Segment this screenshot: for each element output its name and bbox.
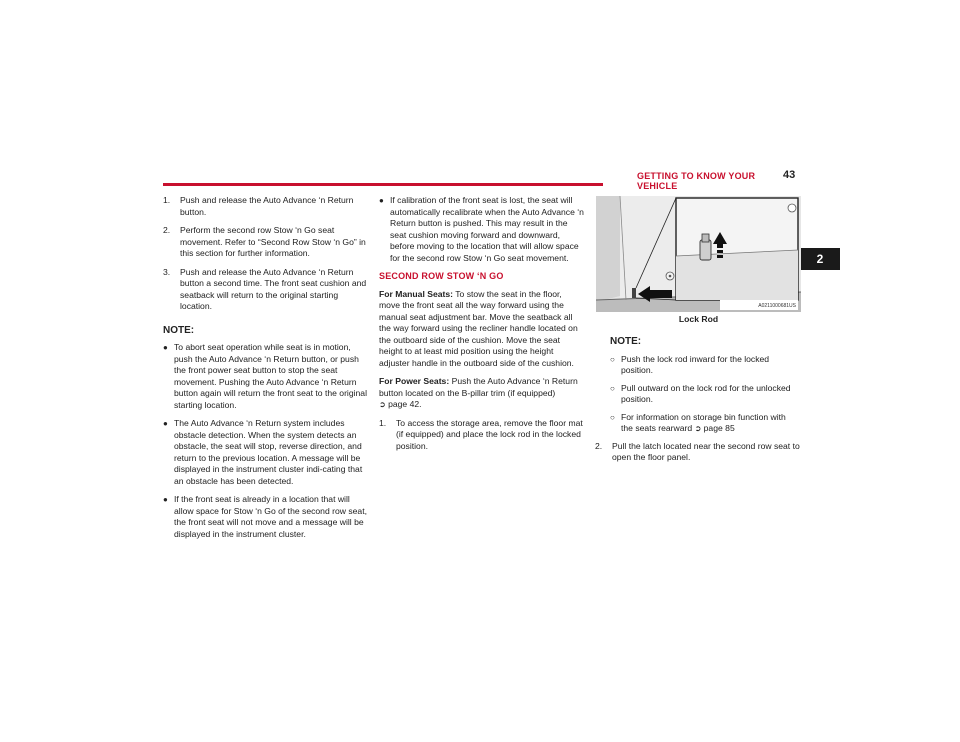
bullet-icon: ● xyxy=(379,196,384,205)
figure-code: A0211000681US xyxy=(758,303,796,309)
step-item: 1. To access the storage area, remove the floor mat (if equipped) and place the lock rod in the locked position. xyxy=(379,417,583,451)
note-bullet: ● If the front seat is already in a location that will allow space for Stow ‘n Go of the second row seat, the front seat will not move and a message will be displayed in the instrument cluster. xyxy=(163,494,367,539)
note-bullet: ○ Pull outward on the lock rod for the unlocked position. xyxy=(610,382,791,404)
lock-rod-figure xyxy=(596,196,801,312)
page-ref-link[interactable]: page 85 xyxy=(703,423,735,433)
note-bullet: ○ For information on storage bin function with the seats rearward ➲ page 85 xyxy=(610,411,786,433)
column-2 xyxy=(379,195,584,459)
lock-rod-illustration xyxy=(596,196,801,312)
step-item: 1. Push and release the Auto Advance ‘n Return button. xyxy=(163,195,354,217)
note-block xyxy=(595,336,800,435)
section-title: SECOND ROW STOW ‘N GO xyxy=(379,271,504,281)
page-ref-arrow-icon: ➲ xyxy=(379,400,386,409)
bullet-icon: ● xyxy=(163,343,168,352)
step-item: 2. Pull the latch located near the second row seat to open the floor panel. xyxy=(595,440,800,462)
ring-bullet-icon: ○ xyxy=(610,354,615,364)
page-header xyxy=(163,170,798,190)
power-seats-paragraph: For Power Seats: Push the Auto Advance ‘n Return button located on the B-pillar trim (if equipped) ➲ page 42. xyxy=(379,376,578,409)
header-title: GETTING TO KNOW YOUR VEHICLE xyxy=(637,171,756,191)
bullet-icon: ● xyxy=(163,419,168,428)
step-item: 2. Perform the second row Stow ‘n Go seat movement. Refer to “Second Row Stow ‘n Go” in this section for further information. xyxy=(163,225,366,258)
column-1 xyxy=(163,195,368,547)
page-ref-link[interactable]: page 42. xyxy=(388,399,422,409)
header-rule xyxy=(163,183,603,186)
note-bullet: ● To abort seat operation while seat is in motion, push the Auto Advance ‘n Return button, or push the front power seat button to stop the seat movement. Pushing the Auto Advance ‘n Return button again will return the front seat to the original starting location. xyxy=(163,342,367,410)
page-ref-arrow-icon: ➲ xyxy=(694,424,702,433)
ring-bullet-icon: ○ xyxy=(610,383,615,393)
column-3 xyxy=(595,336,800,471)
ring-bullet-icon: ○ xyxy=(610,412,615,422)
note-bullet: ● If calibration of the front seat is lost, the seat will automatically recalibrate when the Auto Advance ‘n Return button is pushed. This may result in the seat cushion moving forward and downward, before moving to the location that will allow space for the second row Stow ‘n Go seat movement. xyxy=(379,195,584,263)
page-number: 43 xyxy=(783,169,796,181)
figure-caption: Lock Rod xyxy=(678,314,719,324)
note-bullet: ● The Auto Advance ‘n Return system includes obstacle detection. When the system detects an obstacle, the seat will stop, reverse direction, and return to the previous location. A message will be displayed in the instrument cluster indi-cating that an obstacle has been detected. xyxy=(163,418,363,486)
step-item: 3. Push and release the Auto Advance ‘n Return button a second time. The front seat cushion and seatback will return to the original starting location. xyxy=(163,266,367,311)
note-bullet: ○ Push the lock rod inward for the locked position. xyxy=(610,353,770,375)
manual-seats-paragraph: For Manual Seats: To stow the seat in the floor, move the front seat all the way forward using the manual seat adjustment bar. Move the seatback all the way forward using the recliner handle located on the outboard side of the cushion. Move the seat height to at least mid position using the height adjuster handle in the outboard side of the cushion. xyxy=(379,288,578,368)
note-label: NOTE: xyxy=(610,336,642,347)
chapter-tab: 2 xyxy=(800,248,840,270)
bullet-icon: ● xyxy=(163,495,168,504)
note-label: NOTE: xyxy=(163,324,195,336)
